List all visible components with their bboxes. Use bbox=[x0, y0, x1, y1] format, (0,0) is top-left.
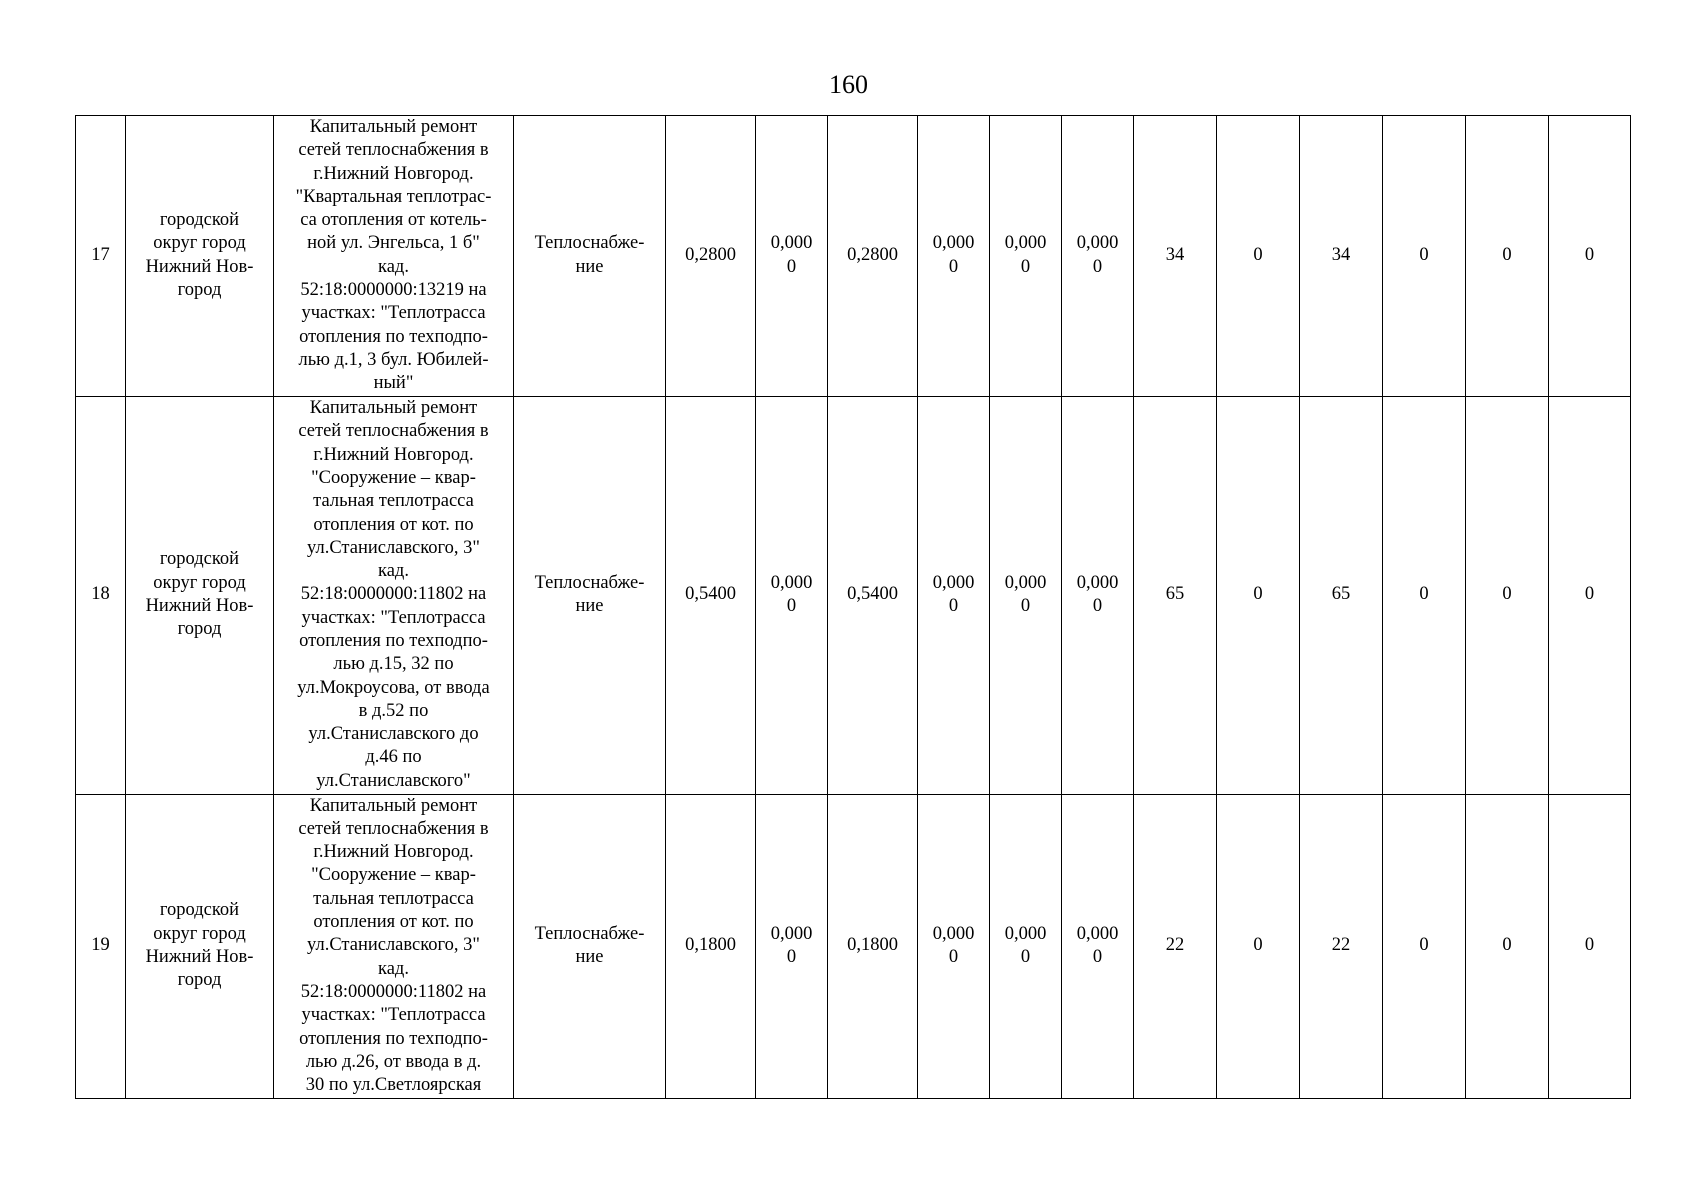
cell-line: ной ул. Энгельса, 1 б" bbox=[307, 233, 480, 254]
category-cell bbox=[514, 116, 666, 397]
value-cell-3: 0,2800 bbox=[828, 116, 918, 397]
cell-line: 0,000 bbox=[1004, 923, 1047, 944]
amount-cell-3: 65 bbox=[1300, 396, 1383, 794]
amount-cell-5: 0 bbox=[1466, 396, 1549, 794]
municipality-cell bbox=[126, 794, 274, 1098]
cell-line: Нижний Нов- bbox=[145, 947, 254, 968]
cell-line: кад. bbox=[378, 256, 409, 277]
cell-line: "Сооружение – квар- bbox=[311, 467, 476, 488]
cell-line: 0,000 bbox=[932, 923, 975, 944]
value-cell-4 bbox=[918, 794, 990, 1098]
cell-line: городской bbox=[159, 210, 240, 231]
cell-line: 52:18:0000000:13219 на bbox=[300, 280, 487, 301]
cell-line: "Сооружение – квар- bbox=[311, 865, 476, 886]
cell-line: ние bbox=[575, 256, 604, 277]
cell-line: Капитальный ремонт bbox=[309, 795, 478, 816]
amount-cell-4: 0 bbox=[1383, 116, 1466, 397]
cell-line: участках: "Теплотрасса bbox=[301, 303, 486, 324]
cell-line: 0,000 bbox=[1004, 572, 1047, 593]
value-cell-3: 0,5400 bbox=[828, 396, 918, 794]
cell-line: 0,000 bbox=[1076, 233, 1119, 254]
row-number-cell: 18 bbox=[76, 396, 126, 794]
cell-line: д.46 по bbox=[365, 747, 422, 768]
cell-line: 0,000 bbox=[932, 572, 975, 593]
cell-line: сетей теплоснабжения в bbox=[298, 818, 489, 839]
amount-cell-6: 0 bbox=[1549, 794, 1631, 1098]
description-cell bbox=[274, 396, 514, 794]
cell-line: 52:18:0000000:11802 на bbox=[300, 584, 487, 605]
table-row bbox=[76, 116, 1631, 397]
value-cell-5 bbox=[990, 794, 1062, 1098]
cell-line: 0,000 bbox=[770, 233, 813, 254]
page-number: 160 bbox=[829, 70, 868, 99]
value-cell-1: 0,5400 bbox=[666, 396, 756, 794]
row-number-cell: 17 bbox=[76, 116, 126, 397]
row-number-cell: 19 bbox=[76, 794, 126, 1098]
cell-line: Капитальный ремонт bbox=[309, 398, 478, 419]
amount-cell-4: 0 bbox=[1383, 396, 1466, 794]
cell-line: лью д.26, от ввода в д. bbox=[305, 1051, 482, 1072]
cell-line: 0,000 bbox=[1004, 233, 1047, 254]
cell-line: городской bbox=[159, 549, 240, 570]
cell-line: сетей теплоснабжения в bbox=[298, 140, 489, 161]
cell-line: отопления по техподпо- bbox=[299, 1028, 488, 1049]
cell-line: Теплоснабже- bbox=[534, 233, 645, 254]
cell-line: ние bbox=[575, 947, 604, 968]
value-cell-6 bbox=[1062, 116, 1134, 397]
value-cell-1: 0,1800 bbox=[666, 794, 756, 1098]
amount-cell-1: 65 bbox=[1134, 396, 1217, 794]
amount-cell-5: 0 bbox=[1466, 794, 1549, 1098]
cell-line: 0,000 bbox=[1076, 572, 1119, 593]
description-cell bbox=[274, 116, 514, 397]
table-row bbox=[76, 794, 1631, 1098]
cell-line: округ город bbox=[153, 233, 246, 254]
cell-line: 0 bbox=[786, 947, 797, 968]
cell-line: 0,000 bbox=[770, 923, 813, 944]
cell-line: город bbox=[177, 280, 222, 301]
cell-line: округ город bbox=[153, 923, 246, 944]
amount-cell-1: 22 bbox=[1134, 794, 1217, 1098]
cell-line: 0,000 bbox=[770, 572, 813, 593]
cell-line: 0 bbox=[1092, 596, 1103, 617]
cell-line: г.Нижний Новгород. bbox=[313, 842, 474, 863]
cell-line: ул.Мокроусова, от ввода bbox=[297, 677, 490, 698]
municipality-cell bbox=[126, 396, 274, 794]
table-row bbox=[76, 396, 1631, 794]
cell-line: 30 по ул.Светлоярская bbox=[305, 1075, 482, 1096]
cell-line: ние bbox=[575, 596, 604, 617]
cell-line: участках: "Теплотрасса bbox=[301, 607, 486, 628]
cell-line: 0 bbox=[1020, 947, 1031, 968]
cell-line: отопления от кот. по bbox=[313, 514, 474, 535]
value-cell-6 bbox=[1062, 396, 1134, 794]
cell-line: Капитальный ремонт bbox=[309, 117, 478, 137]
cell-line: "Квартальная теплотрас- bbox=[295, 186, 492, 207]
cell-line: сетей теплоснабжения в bbox=[298, 421, 489, 442]
cell-line: город bbox=[177, 619, 222, 640]
description-cell bbox=[274, 794, 514, 1098]
category-cell bbox=[514, 794, 666, 1098]
cell-line: 0,000 bbox=[1076, 923, 1119, 944]
cell-line: отопления по техподпо- bbox=[299, 631, 488, 651]
cell-line: 0 bbox=[1092, 256, 1103, 277]
cell-line: г.Нижний Новгород. bbox=[313, 444, 474, 465]
amount-cell-1: 34 bbox=[1134, 116, 1217, 397]
cell-line: 0 bbox=[948, 256, 959, 277]
amount-cell-2: 0 bbox=[1217, 396, 1300, 794]
cell-line: 0 bbox=[786, 256, 797, 277]
cell-line: Теплоснабже- bbox=[534, 572, 645, 593]
cell-line: ул.Станиславского" bbox=[316, 770, 471, 791]
cell-line: 0 bbox=[1092, 947, 1103, 968]
value-cell-1: 0,2800 bbox=[666, 116, 756, 397]
cell-line: 0,000 bbox=[932, 233, 975, 254]
cell-line: тальная теплотрасса bbox=[313, 491, 474, 512]
value-cell-4 bbox=[918, 116, 990, 397]
amount-cell-2: 0 bbox=[1217, 116, 1300, 397]
cell-line: ул.Станиславского, 3" bbox=[307, 935, 480, 956]
value-cell-3: 0,1800 bbox=[828, 794, 918, 1098]
cell-line: са отопления от котель- bbox=[300, 210, 487, 231]
cell-line: округ город bbox=[153, 572, 246, 593]
amount-cell-2: 0 bbox=[1217, 794, 1300, 1098]
cell-line: тальная теплотрасса bbox=[313, 888, 474, 909]
amount-cell-3: 22 bbox=[1300, 794, 1383, 1098]
value-cell-5 bbox=[990, 396, 1062, 794]
cell-line: Нижний Нов- bbox=[145, 256, 254, 277]
cell-line: в д.52 по bbox=[358, 700, 429, 721]
cell-line: город bbox=[177, 970, 222, 991]
municipality-cell bbox=[126, 116, 274, 397]
value-cell-2 bbox=[756, 396, 828, 794]
amount-cell-4: 0 bbox=[1383, 794, 1466, 1098]
cell-line: городской bbox=[159, 900, 240, 921]
cell-line: лью д.15, 32 по bbox=[333, 654, 454, 675]
cell-line: участках: "Теплотрасса bbox=[301, 1005, 486, 1026]
table-body bbox=[76, 116, 1631, 1099]
value-cell-2 bbox=[756, 116, 828, 397]
cell-line: 0 bbox=[1020, 256, 1031, 277]
cell-line: 0 bbox=[948, 947, 959, 968]
amount-cell-3: 34 bbox=[1300, 116, 1383, 397]
value-cell-6 bbox=[1062, 794, 1134, 1098]
amount-cell-5: 0 bbox=[1466, 116, 1549, 397]
category-cell bbox=[514, 396, 666, 794]
amount-cell-6: 0 bbox=[1549, 116, 1631, 397]
cell-line: ул.Станиславского до bbox=[308, 724, 479, 745]
cell-line: лью д.1, 3 бул. Юбилей- bbox=[298, 349, 489, 370]
cell-line: 0 bbox=[1020, 596, 1031, 617]
cell-line: кад. bbox=[378, 561, 409, 582]
value-cell-2 bbox=[756, 794, 828, 1098]
cell-line: кад. bbox=[378, 958, 409, 979]
cell-line: г.Нижний Новгород. bbox=[313, 163, 474, 184]
cell-line: ул.Станиславского, 3" bbox=[307, 537, 480, 558]
cell-line: отопления по техподпо- bbox=[299, 326, 488, 347]
cell-line: 52:18:0000000:11802 на bbox=[300, 981, 487, 1002]
amount-cell-6: 0 bbox=[1549, 396, 1631, 794]
cell-line: Нижний Нов- bbox=[145, 596, 254, 617]
cell-line: Теплоснабже- bbox=[534, 923, 645, 944]
cell-line: отопления от кот. по bbox=[313, 912, 474, 933]
cell-line: ный" bbox=[373, 373, 414, 394]
value-cell-4 bbox=[918, 396, 990, 794]
cell-line: 0 bbox=[786, 596, 797, 617]
value-cell-5 bbox=[990, 116, 1062, 397]
cell-line: 0 bbox=[948, 596, 959, 617]
heat-supply-repair-table bbox=[75, 115, 1631, 1099]
